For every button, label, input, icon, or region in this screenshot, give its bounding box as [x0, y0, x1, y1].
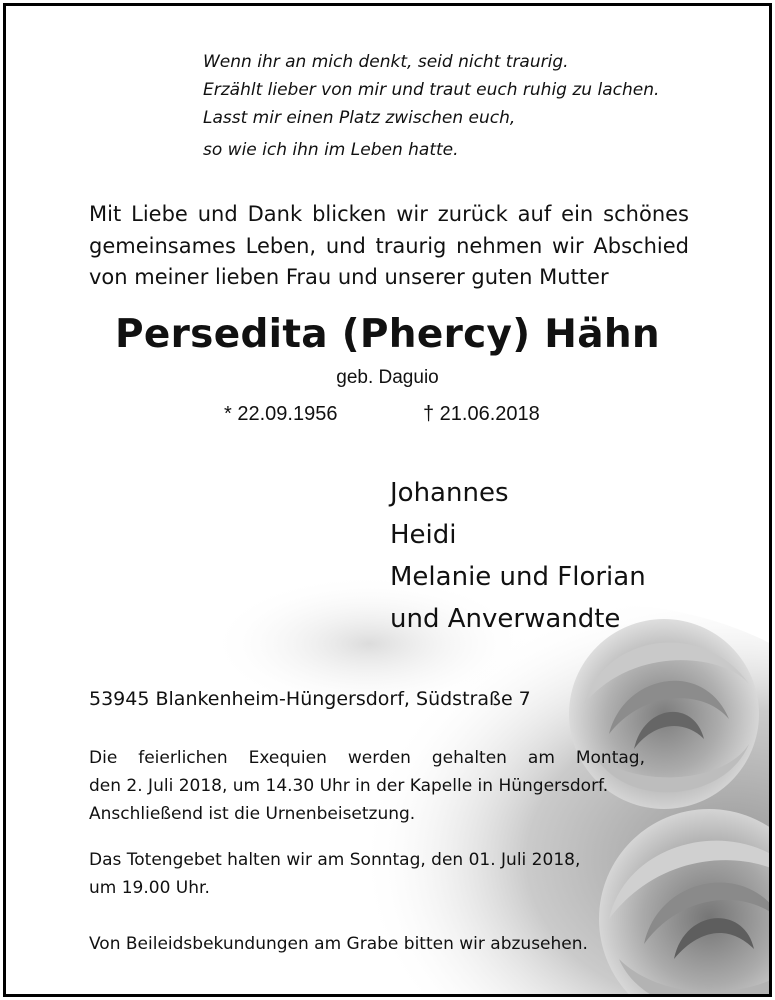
death-date: † 21.06.2018 [423, 403, 540, 425]
birth-date: * 22.09.1956 [224, 403, 338, 425]
intro-line-3: von meiner lieben Frau und unserer guten Mutter [89, 265, 609, 289]
intro-line-2: gemeinsames Leben, und traurig nehmen wir Abschied [89, 234, 689, 258]
mourner-3: Melanie und Florian [390, 562, 646, 592]
intro-line-1: Mit Liebe und Dank blicken wir zurück auf ein schönes [89, 202, 689, 226]
poem-line-3: Lasst mir einen Platz zwischen euch, [203, 108, 516, 128]
poem-line-1: Wenn ihr an mich denkt, seid nicht traurig. [203, 52, 569, 72]
mourner-4: und Anverwandte [390, 604, 621, 634]
mourner-2: Heidi [390, 520, 457, 550]
obituary-notice [3, 3, 772, 997]
exequien-line-1: Die feierlichen Exequien werden gehalten am Montag, [89, 748, 645, 768]
born-name: geb. Daguio [336, 367, 439, 388]
deceased-name: Persedita (Phercy) Hähn [115, 312, 660, 357]
poem-line-4: so wie ich ihn im Leben hatte. [203, 140, 459, 160]
poem-line-2: Erzählt lieber von mir und traut euch ruhig zu lachen. [203, 80, 660, 100]
exequien-line-3: Anschließend ist die Urnenbeisetzung. [89, 804, 416, 824]
address: 53945 Blankenheim-Hüngersdorf, Südstraße 7 [89, 688, 531, 710]
mourner-1: Johannes [390, 478, 509, 508]
exequien-line-2: den 2. Juli 2018, um 14.30 Uhr in der Kapelle in Hüngersdorf. [89, 776, 609, 796]
closing-note: Von Beileidsbekundungen am Grabe bitten wir abzusehen. [89, 934, 588, 954]
totengebet-line-1: Das Totengebet halten wir am Sonntag, den 01. Juli 2018, [89, 850, 581, 870]
totengebet-line-2: um 19.00 Uhr. [89, 878, 210, 898]
